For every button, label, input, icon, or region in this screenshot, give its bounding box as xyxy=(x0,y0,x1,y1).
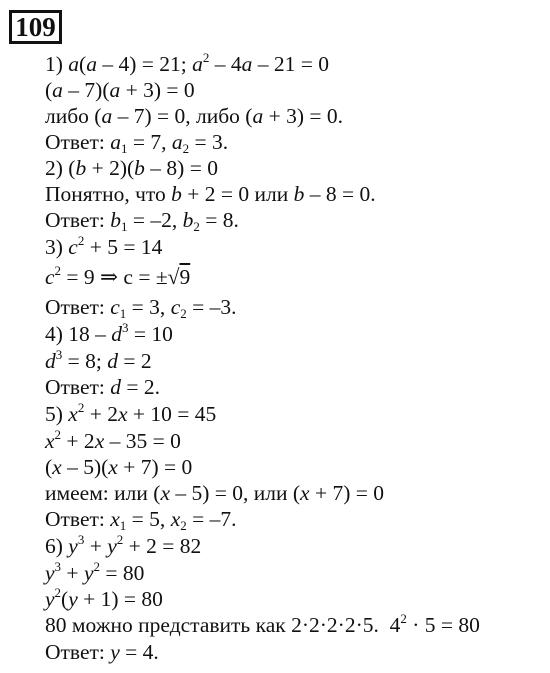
solution-line: 80 можно представить как 2·2·2·2·5. $4^2 \cdot 5 = 80$ xyxy=(45,611,480,637)
solution-line: 6) $y^3 + y^2 + 2 = 82$ xyxy=(45,532,202,558)
problem-number-badge: 109 xyxy=(9,10,62,44)
solution-line: 3) $c^2 + 5 = 14$ xyxy=(45,233,163,259)
solution-line: 1) a(a – 4) = 21; $a^2 - 4a - 21 = 0$ xyxy=(45,50,329,76)
solution-line: Ответ: y = 4. xyxy=(45,640,159,664)
solution-line: либо (a – 7) = 0, либо (a + 3) = 0. xyxy=(45,104,344,128)
solution-line: $c^2 = 9$ ⇒ c = ±√9 xyxy=(45,263,191,289)
solution-line: 2) (b + 2)(b – 8) = 0 xyxy=(45,156,218,180)
solution-line: Ответ: $b_1 = -2$, $b_2 = 8$. xyxy=(45,208,239,234)
solution-line: Ответ: d = 2. xyxy=(45,375,161,399)
solution-line: $y^2(y + 1) = 80$ xyxy=(45,585,163,611)
solution-line: Ответ: $c_1 = 3$, $c_2 = -3$. xyxy=(45,295,237,321)
solution-line: имеем: или (x – 5) = 0, или (x + 7) = 0 xyxy=(45,481,385,505)
solution-line: $d^3 = 8$; d = 2 xyxy=(45,347,152,373)
solution-line: Понятно, что b + 2 = 0 или b – 8 = 0. xyxy=(45,182,376,206)
solution-line: Ответ: $x_1 = 5$, $x_2 = -7$. xyxy=(45,507,237,533)
solution-line: $y^3 + y^2 = 80$ xyxy=(45,559,145,585)
solution-line: (x – 5)(x + 7) = 0 xyxy=(45,455,193,479)
solution-line: $x^2 + 2x - 35 = 0$ xyxy=(45,427,181,453)
solution-line: 5) $x^2 + 2x + 10 = 45$ xyxy=(45,400,217,426)
solution-line: Ответ: $a_1 = 7$, $a_2 = 3$. xyxy=(45,130,229,156)
solution-line: 4) $18 - d^3 = 10$ xyxy=(45,320,173,346)
solution-line: (a – 7)(a + 3) = 0 xyxy=(45,78,195,102)
